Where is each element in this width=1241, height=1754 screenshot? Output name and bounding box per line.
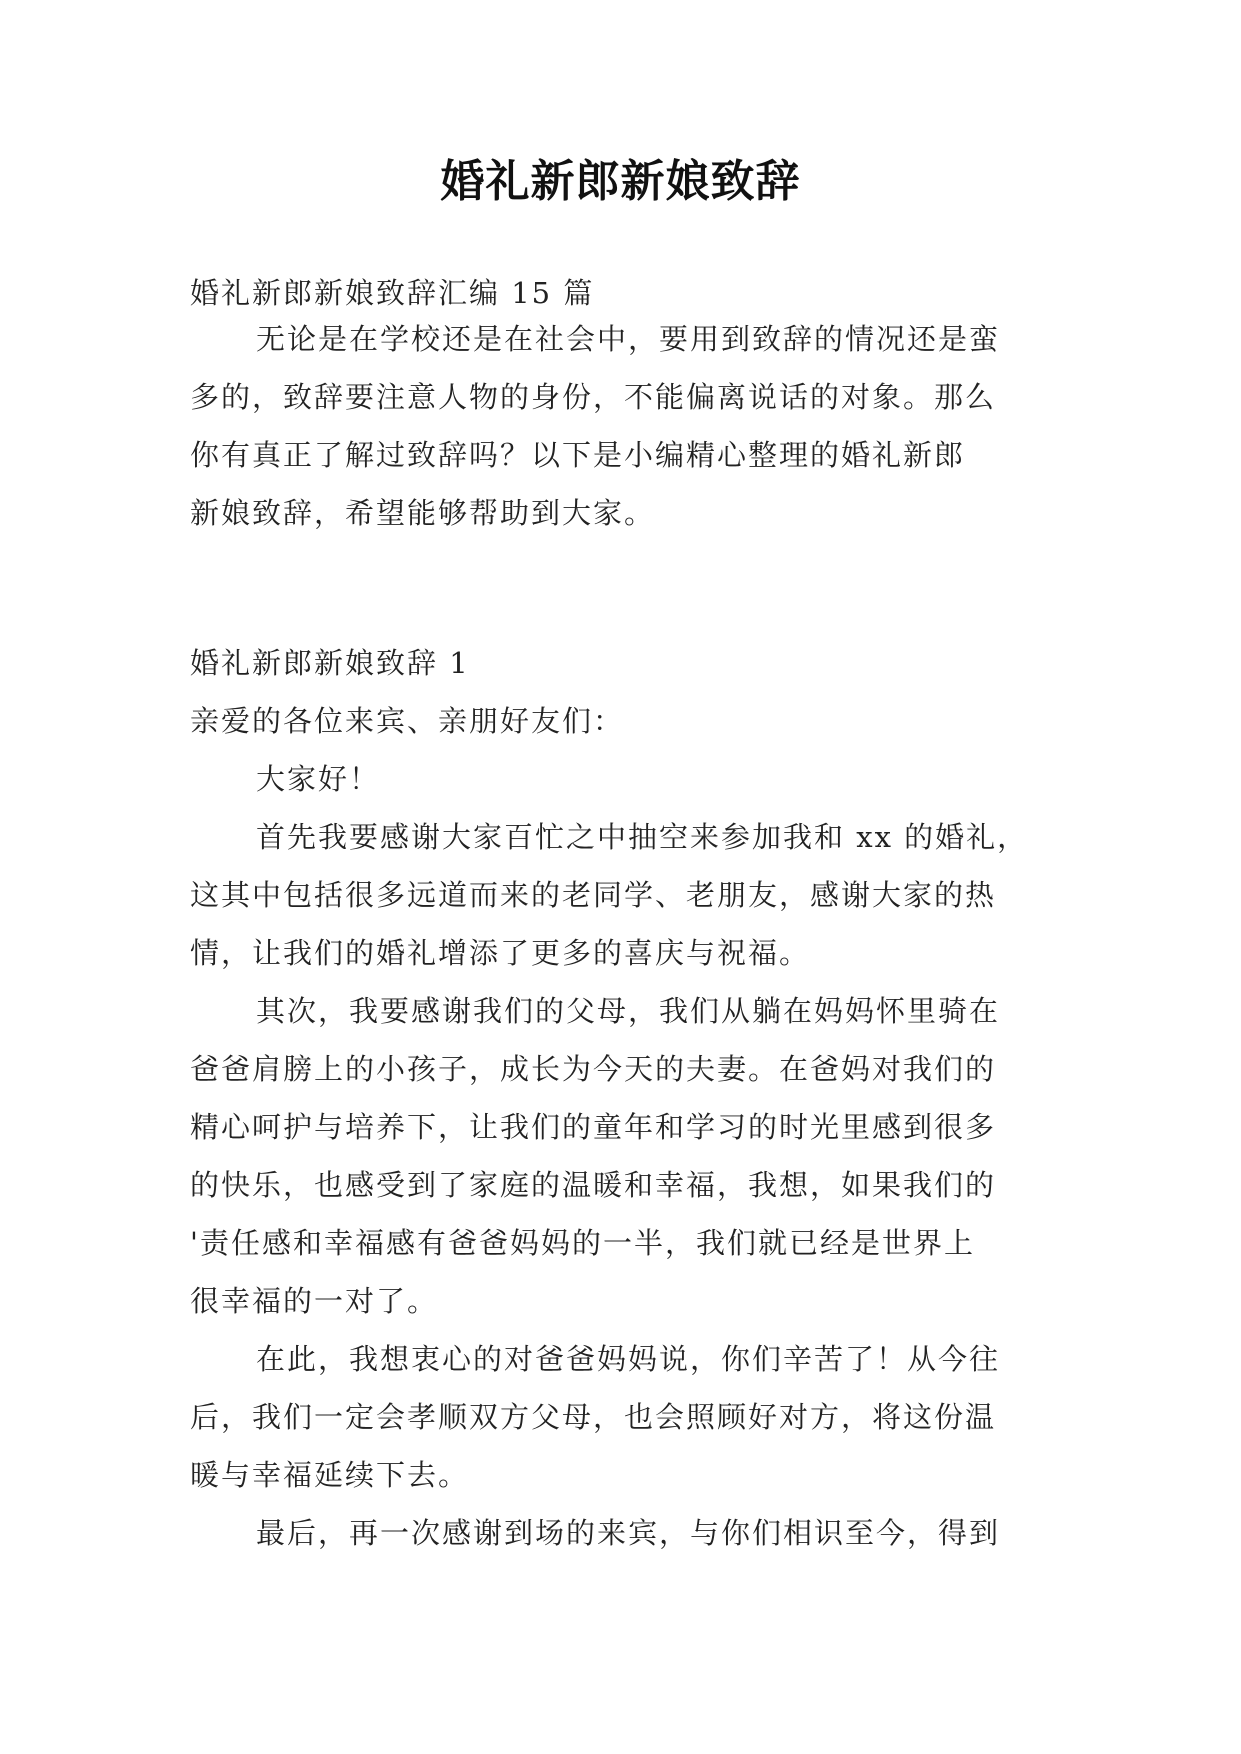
paragraph-3-line: 后，我们一定会孝顺双方父母，也会照顾好对方，将这份温 — [190, 1400, 997, 1434]
greeting: 大家好！ — [256, 762, 381, 796]
salutation: 亲爱的各位来宾、亲朋好友们： — [190, 704, 625, 738]
paragraph-3-line: 在此，我想衷心的对爸爸妈妈说，你们辛苦了！从今往 — [256, 1342, 1001, 1376]
intro-line: 无论是在学校还是在社会中，要用到致辞的情况还是蛮 — [256, 322, 1001, 356]
paragraph-3-line: 暖与幸福延续下去。 — [190, 1458, 470, 1492]
paragraph-2-line: 精心呵护与培养下，让我们的童年和学习的时光里感到很多 — [190, 1110, 997, 1144]
paragraph-1-line: 情，让我们的婚礼增添了更多的喜庆与祝福。 — [190, 936, 811, 970]
paragraph-2-line: 的快乐，也感受到了家庭的温暖和幸福，我想，如果我们的 — [190, 1168, 997, 1202]
section-block — [190, 634, 1060, 1562]
subtitle: 婚礼新郎新娘致辞汇编 15 篇 — [190, 276, 595, 310]
paragraph-2-line: 很幸福的一对了。 — [190, 1284, 439, 1318]
paragraph-2-line: '责任感和幸福感有爸爸妈妈的一半，我们就已经是世界上 — [190, 1226, 975, 1260]
paragraph-1-line: 首先我要感谢大家百忙之中抽空来参加我和 xx 的婚礼， — [256, 820, 1029, 854]
intro-line: 新娘致辞，希望能够帮助到大家。 — [190, 496, 656, 530]
paragraph-1-line: 这其中包括很多远道而来的老同学、老朋友，感谢大家的热 — [190, 878, 997, 912]
page-title: 婚礼新郎新娘致辞 — [440, 156, 801, 207]
intro-paragraph — [190, 310, 1060, 542]
section-heading: 婚礼新郎新娘致辞 1 — [190, 646, 470, 680]
intro-line: 多的，致辞要注意人物的身份，不能偏离说话的对象。那么 — [190, 380, 997, 414]
paragraph-2-line: 其次，我要感谢我们的父母，我们从躺在妈妈怀里骑在 — [256, 994, 1001, 1028]
intro-line: 你有真正了解过致辞吗？以下是小编精心整理的婚礼新郎 — [190, 438, 966, 472]
paragraph-4-line: 最后，再一次感谢到场的来宾，与你们相识至今，得到 — [256, 1516, 1001, 1550]
paragraph-2-line: 爸爸肩膀上的小孩子，成长为今天的夫妻。在爸妈对我们的 — [190, 1052, 997, 1086]
